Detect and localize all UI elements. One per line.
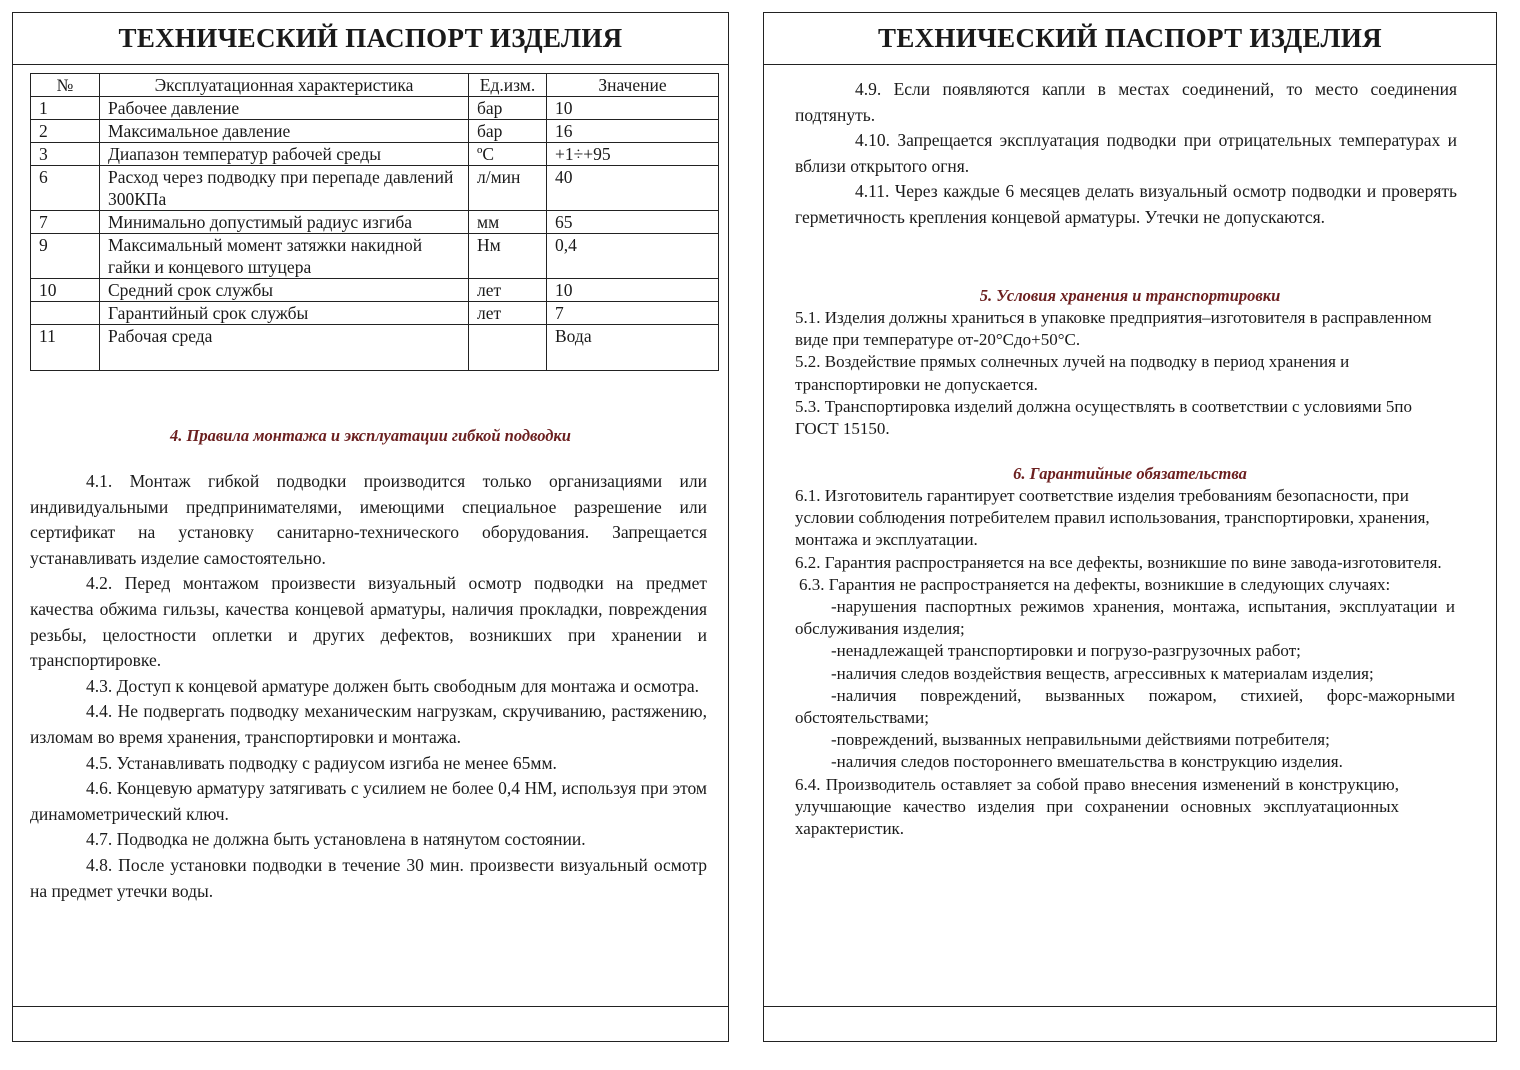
paragraph-6-2: 6.2. Гарантия распространяется на все дефекты, возникшие по вине завода-изготовителя. <box>795 552 1442 572</box>
paragraph-4-7: 4.7. Подводка не должна быть установлена в натянутом состоянии. <box>86 829 586 850</box>
table-row <box>31 325 719 371</box>
table-row <box>31 211 719 234</box>
row-characteristic: Средний срок службы <box>100 279 469 302</box>
paragraph-4-5: 4.5. Устанавливать подводку с радиусом изгиба не менее 65мм. <box>86 752 557 773</box>
paragraph-6-1: 6.1. Изготовитель гарантирует соответствие изделия требованиям безопасности, при условии соблюдения потребителем правил использования, транспортировки, хранения, монтажа и эксплуатации. <box>795 486 1430 550</box>
row-characteristic: Минимально допустимый радиус изгиба <box>100 211 469 234</box>
table-row <box>31 234 719 279</box>
paragraph-6-3: 6.3. Гарантия не распространяется на дефекты, возникшие в следующих случаях: <box>799 574 1391 594</box>
table-row <box>31 166 719 211</box>
paragraph-4-9: 4.9. Если появляются капли в местах соединений, то место соединения подтянуть. <box>795 79 1457 125</box>
row-characteristic: Диапазон температур рабочей среды <box>100 143 469 166</box>
column-header-value: Значение <box>547 74 719 97</box>
table-header-row <box>31 74 719 97</box>
section-6-title: 6. Гарантийные обязательства <box>1013 464 1247 483</box>
row-number: 7 <box>31 211 100 234</box>
paragraph-4-10: 4.10. Запрещается эксплуатация подводки при отрицательных температурах и вблизи открытого огня. <box>795 130 1457 176</box>
row-characteristic: Расход через подводку при перепаде давлений 300КПа <box>100 166 469 211</box>
page-footer <box>764 1006 1496 1041</box>
row-number: 11 <box>31 325 100 371</box>
row-unit: бар <box>469 97 547 120</box>
row-value: 0,4 <box>547 234 719 279</box>
section-4-title: 4. Правила монтажа и эксплуатации гибкой подводки <box>170 426 571 445</box>
row-characteristic: Максимальный момент затяжки накидной гайки и концевого штуцера <box>100 234 469 279</box>
table-row <box>31 143 719 166</box>
case-item: -ненадлежащей транспортировки и погрузо-разгрузочных работ; <box>831 641 1301 661</box>
page-footer <box>13 1006 728 1041</box>
row-number: 9 <box>31 234 100 279</box>
column-header-number: № <box>31 74 100 97</box>
section-5-text <box>795 307 1435 440</box>
paragraph-4-4: 4.4. Не подвергать подводку механическим нагрузкам, скручиванию, растяжению, изломам во время хранения, транспортировки и монтажа. <box>30 701 707 747</box>
row-unit: лет <box>469 302 547 325</box>
row-unit: лет <box>469 279 547 302</box>
page-title: ТЕХНИЧЕСКИЙ ПАСПОРТ ИЗДЕЛИЯ <box>764 13 1496 65</box>
paragraph-4-8: 4.8. После установки подводки в течение 30 мин. произвести визуальный осмотр на предмет утечки воды. <box>30 854 707 901</box>
section-4-text <box>30 469 707 904</box>
row-value: 65 <box>547 211 719 234</box>
row-unit: мм <box>469 211 547 234</box>
paragraph-5-3: 5.3. Транспортировка изделий должна осуществлять в соответствии с условиями 5по ГОСТ 15150. <box>795 396 1412 439</box>
page-title: ТЕХНИЧЕСКИЙ ПАСПОРТ ИЗДЕЛИЯ <box>13 13 728 65</box>
table-row <box>31 120 719 143</box>
section-6-text <box>795 485 1455 840</box>
row-value: 40 <box>547 166 719 211</box>
row-value: 10 <box>547 279 719 302</box>
row-unit: ºC <box>469 143 547 166</box>
row-number: 2 <box>31 120 100 143</box>
row-value: Вода <box>547 325 719 371</box>
row-characteristic: Рабочая среда <box>100 325 469 371</box>
table-row <box>31 279 719 302</box>
section-5-title: 5. Условия хранения и транспортировки <box>979 286 1281 305</box>
case-item: -повреждений, вызванных неправильными действиями потребителя; <box>831 730 1330 750</box>
row-number: 1 <box>31 97 100 120</box>
row-characteristic: Гарантийный срок службы <box>100 302 469 325</box>
paragraph-5-1: 5.1. Изделия должны храниться в упаковке предприятия–изготовителя в расправленном виде при температуре от-20°Сдо+50°С. <box>795 308 1432 350</box>
row-number <box>31 302 100 325</box>
row-unit: Нм <box>469 234 547 279</box>
row-value: +1÷+95 <box>547 143 719 166</box>
paragraph-4-3: 4.3. Доступ к концевой арматуре должен быть свободным для монтажа и осмотра. <box>86 675 700 696</box>
case-item: -наличия следов постороннего вмешательства в конструкцию изделия. <box>831 752 1343 772</box>
table-row <box>31 302 719 325</box>
row-characteristic: Рабочее давление <box>100 97 469 120</box>
column-header-characteristic: Эксплуатационная характеристика <box>100 74 469 97</box>
case-item: -наличия повреждений, вызванных пожаром, стихией, форс-мажорными обстоятельствами; <box>795 685 1455 728</box>
column-header-unit: Ед.изм. <box>469 74 547 97</box>
row-number: 3 <box>31 143 100 166</box>
left-page <box>12 12 729 1042</box>
row-number: 6 <box>31 166 100 211</box>
paragraph-6-4: 6.4. Производитель оставляет за собой право внесения изменений в конструкцию, улучшающие качество изделия при сохранении основных эксплуатационных характеристик. <box>795 774 1399 839</box>
table-row <box>31 97 719 120</box>
row-value: 16 <box>547 120 719 143</box>
row-unit <box>469 325 547 371</box>
case-item: -наличия следов воздействия веществ, агрессивных к материалам изделия; <box>831 663 1374 683</box>
row-value: 7 <box>547 302 719 325</box>
row-characteristic: Максимальное давление <box>100 120 469 143</box>
paragraph-4-11: 4.11. Через каждые 6 месяцев делать визуальный осмотр подводки и проверять герметичность крепления концевой арматуры. Утечки не допускаются. <box>795 181 1457 227</box>
row-number: 10 <box>31 279 100 302</box>
right-page <box>763 12 1497 1042</box>
paragraph-4-2: 4.2. Перед монтажом произвести визуальный осмотр подводки на предмет качества обжима гильзы, качества концевой арматуры, наличия прокладки, повреждения резьбы, целостности оплетки и других дефектов, возникших при хранении и транспортировке. <box>30 573 707 671</box>
row-unit: бар <box>469 120 547 143</box>
row-unit: л/мин <box>469 166 547 211</box>
paragraph-5-2: 5.2. Воздействие прямых солнечных лучей на подводку в период хранения и транспортировки не допускается. <box>795 352 1350 394</box>
section-4-continued-text <box>795 77 1457 231</box>
specifications-table <box>30 73 719 371</box>
row-value: 10 <box>547 97 719 120</box>
paragraph-4-6: 4.6. Концевую арматуру затягивать с усилием не более 0,4 НМ, используя при этом динамометрический ключ. <box>30 778 707 824</box>
case-item: -нарушения паспортных режимов хранения, монтажа, испытания, эксплуатации и обслуживания изделия; <box>795 597 1455 639</box>
paragraph-4-1: 4.1. Монтаж гибкой подводки производится только организациями или индивидуальными предпринимателями, имеющими специальное разрешение или сертификат на установку санитарно-технического оборудования. Запрещается устанавливать изделие самостоятельно. <box>30 471 707 568</box>
